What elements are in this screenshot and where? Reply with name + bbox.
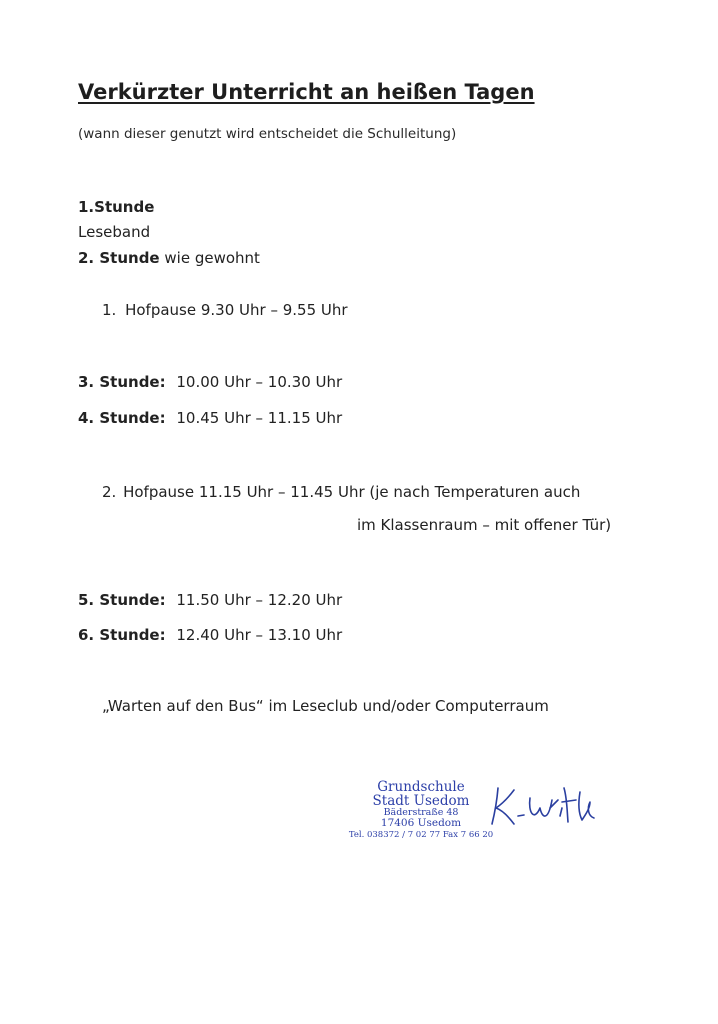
period-4-row	[78, 409, 342, 427]
period-5-time: 11.50 Uhr – 12.20 Uhr	[176, 591, 343, 609]
break-2-number: 2.	[102, 483, 117, 501]
break-1-number: 1.	[102, 301, 117, 319]
break-1-text: Hofpause 9.30 Uhr – 9.55 Uhr	[125, 301, 348, 319]
period-5-row	[78, 591, 342, 609]
period-6-time: 12.40 Uhr – 13.10 Uhr	[176, 626, 343, 644]
break-2-continuation: im Klassenraum – mit offener Tür)	[357, 516, 612, 534]
handwritten-signature	[484, 778, 604, 836]
school-stamp	[346, 780, 496, 840]
bus-note: „Warten auf den Bus“ im Leseclub und/oder Computerraum	[102, 697, 549, 715]
stamp-town-name: Stadt Usedom	[372, 793, 470, 810]
document-title: Verkürzter Unterricht an heißen Tagen	[78, 80, 535, 104]
stamp-school-name: Grundschule	[377, 779, 465, 795]
document-subtitle: (wann dieser genutzt wird entscheidet die Schulleitung)	[78, 126, 457, 142]
break-2-row	[102, 483, 580, 501]
period-6-label: 6. Stunde:	[78, 626, 166, 644]
break-1-row	[102, 301, 348, 319]
period-3-time: 10.00 Uhr – 10.30 Uhr	[176, 373, 343, 391]
period-2-label: 2. Stunde	[78, 249, 160, 267]
period-6-row	[78, 626, 342, 644]
period-2-row	[78, 249, 260, 267]
stamp-phone-fax: Tel. 038372 / 7 02 77 Fax 7 66 20	[348, 830, 494, 841]
stamp-street: Bäderstraße 48	[383, 807, 459, 819]
period-3-label: 3. Stunde:	[78, 373, 166, 391]
period-2-detail: wie gewohnt	[164, 249, 260, 267]
period-4-time: 10.45 Uhr – 11.15 Uhr	[176, 409, 343, 427]
period-1-detail: Leseband	[78, 223, 151, 241]
stamp-postcode-city: 17406 Usedom	[380, 817, 462, 830]
period-4-label: 4. Stunde:	[78, 409, 166, 427]
period-1-label: 1.Stunde	[78, 198, 155, 216]
break-2-text: Hofpause 11.15 Uhr – 11.45 Uhr (je nach Temperaturen auch	[123, 483, 581, 501]
period-3-row	[78, 373, 342, 391]
period-5-label: 5. Stunde:	[78, 591, 166, 609]
